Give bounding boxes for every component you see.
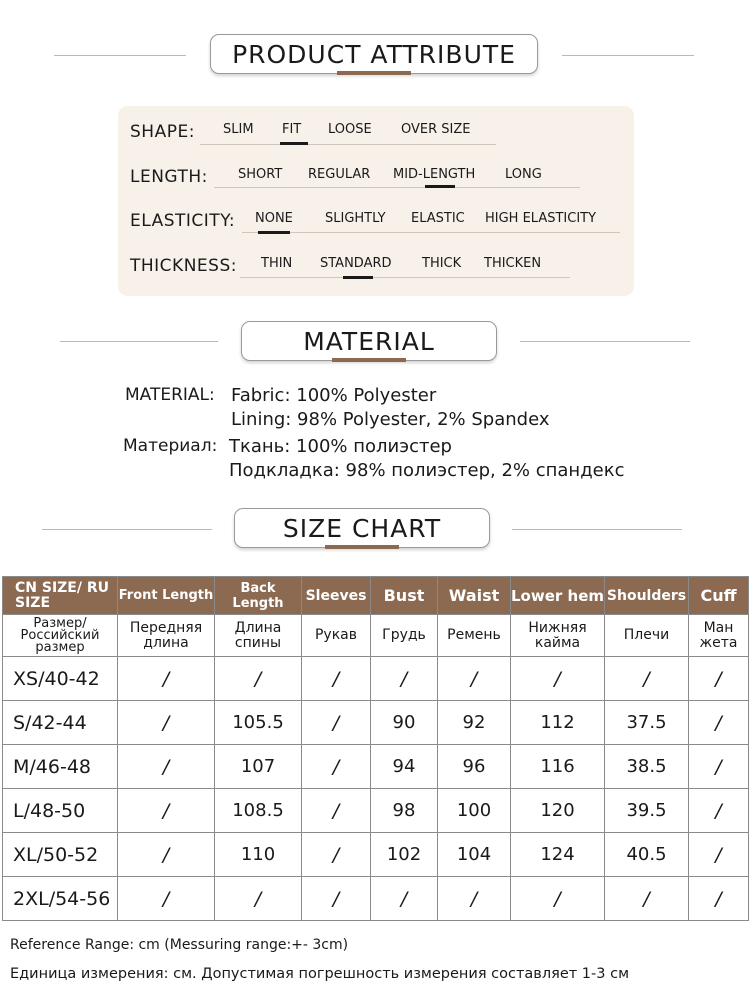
material-fabric-ru: Ткань: 100% полиэстер bbox=[229, 436, 452, 457]
measurement-cell: / bbox=[689, 877, 749, 921]
attribute-line bbox=[214, 187, 580, 188]
attribute-option: SLIGHTLY bbox=[325, 211, 386, 226]
measurement-cell: 39.5 bbox=[605, 789, 689, 833]
measurement-cell: / bbox=[689, 701, 749, 745]
attribute-row-elasticity bbox=[118, 209, 634, 239]
table-row bbox=[3, 789, 749, 833]
measurement-cell: / bbox=[302, 701, 371, 745]
measurement-cell: / bbox=[605, 877, 689, 921]
header-cell-ru: Нижняя кайма bbox=[511, 615, 605, 657]
measurement-cell: / bbox=[511, 657, 605, 701]
section-title-text: MATERIAL bbox=[303, 326, 435, 356]
header-cell-ru: Рукав bbox=[302, 615, 371, 657]
header-cell-ru: Грудь bbox=[371, 615, 438, 657]
selected-marker bbox=[425, 185, 455, 188]
table-row bbox=[3, 877, 749, 921]
measurement-cell: 38.5 bbox=[605, 745, 689, 789]
measurement-cell: 120 bbox=[511, 789, 605, 833]
selected-marker bbox=[280, 142, 308, 145]
size-cell: 2XL/54-56 bbox=[3, 877, 118, 921]
measurement-cell: 107 bbox=[215, 745, 302, 789]
attribute-label: ELASTICITY: bbox=[130, 211, 236, 231]
section-title-text: PRODUCT ATTRIBUTE bbox=[232, 39, 516, 69]
measurement-cell: 94 bbox=[371, 745, 438, 789]
attribute-panel bbox=[118, 106, 634, 296]
measurement-cell: / bbox=[118, 833, 215, 877]
attribute-option: THICKEN bbox=[484, 256, 542, 271]
header-cell-ru: Ремень bbox=[438, 615, 511, 657]
attribute-option: ELASTIC bbox=[411, 211, 465, 226]
measurement-cell: / bbox=[605, 657, 689, 701]
header-cell: Cuff bbox=[689, 577, 749, 615]
attribute-option: LOOSE bbox=[328, 122, 372, 137]
header-cell-ru: Размер/ Российский размер bbox=[3, 615, 118, 657]
attribute-option: OVER SIZE bbox=[401, 122, 471, 137]
section-title-product-attribute bbox=[210, 34, 538, 74]
measurement-cell: / bbox=[118, 877, 215, 921]
measurement-cell: 102 bbox=[371, 833, 438, 877]
measurement-cell: 98 bbox=[371, 789, 438, 833]
size-cell: L/48-50 bbox=[3, 789, 118, 833]
measurement-cell: 37.5 bbox=[605, 701, 689, 745]
measurement-cell: / bbox=[118, 789, 215, 833]
table-header-row-ru bbox=[3, 615, 749, 657]
attribute-option-selected: FIT bbox=[282, 122, 302, 137]
measurement-cell: 116 bbox=[511, 745, 605, 789]
table-row bbox=[3, 657, 749, 701]
reference-note-ru: Единица измерения: см. Допустимая погрешность измерения составляет 1-3 см bbox=[10, 966, 630, 982]
attribute-label: LENGTH: bbox=[130, 167, 208, 187]
header-cell-ru: Передняя длина bbox=[118, 615, 215, 657]
measurement-cell: 110 bbox=[215, 833, 302, 877]
material-fabric-en: Fabric: 100% Polyester bbox=[231, 385, 437, 406]
measurement-cell: / bbox=[118, 657, 215, 701]
section-title-size-chart bbox=[234, 508, 490, 548]
measurement-cell: 100 bbox=[438, 789, 511, 833]
header-cell-ru: Ман жета bbox=[689, 615, 749, 657]
measurement-cell: / bbox=[118, 701, 215, 745]
measurement-cell: / bbox=[689, 745, 749, 789]
measurement-cell: / bbox=[302, 789, 371, 833]
measurement-cell: / bbox=[302, 745, 371, 789]
measurement-cell: 124 bbox=[511, 833, 605, 877]
divider-left bbox=[60, 341, 218, 342]
size-cell: M/46-48 bbox=[3, 745, 118, 789]
attribute-label: SHAPE: bbox=[130, 122, 195, 142]
title-underline-accent bbox=[332, 358, 406, 362]
material-lining-en: Lining: 98% Polyester, 2% Spandex bbox=[231, 409, 550, 430]
measurement-cell: 92 bbox=[438, 701, 511, 745]
divider-left bbox=[42, 529, 212, 530]
attribute-option: LONG bbox=[505, 167, 542, 182]
measurement-cell: 105.5 bbox=[215, 701, 302, 745]
reference-note-en: Reference Range: cm (Messuring range:+- 3cm) bbox=[10, 937, 349, 953]
attribute-row-length bbox=[118, 165, 634, 195]
measurement-cell: / bbox=[118, 745, 215, 789]
table-row bbox=[3, 745, 749, 789]
header-cell-ru: Длина спины bbox=[215, 615, 302, 657]
selected-marker bbox=[258, 231, 290, 234]
measurement-cell: / bbox=[689, 789, 749, 833]
attribute-option-selected: MID-LENGTH bbox=[393, 167, 476, 182]
attribute-option: HIGH ELASTICITY bbox=[485, 211, 597, 226]
header-cell: Sleeves bbox=[302, 577, 371, 615]
size-cell: S/42-44 bbox=[3, 701, 118, 745]
attribute-option: SHORT bbox=[238, 167, 283, 182]
title-underline-accent bbox=[337, 71, 411, 75]
attribute-option: THIN bbox=[261, 256, 293, 271]
header-cell: CN SIZE/ RU SIZE bbox=[3, 577, 118, 615]
material-label-ru: Материал: bbox=[123, 436, 218, 456]
material-lining-ru: Подкладка: 98% полиэстер, 2% спандекс bbox=[229, 460, 625, 481]
attribute-option: THICK bbox=[422, 256, 462, 271]
measurement-cell: / bbox=[689, 657, 749, 701]
measurement-cell: / bbox=[689, 833, 749, 877]
measurement-cell: / bbox=[302, 877, 371, 921]
measurement-cell: / bbox=[215, 877, 302, 921]
material-label-en: MATERIAL: bbox=[125, 385, 215, 405]
measurement-cell: / bbox=[438, 657, 511, 701]
section-title-text: SIZE CHART bbox=[282, 513, 442, 543]
table-row bbox=[3, 833, 749, 877]
header-cell: Front Length bbox=[118, 577, 215, 615]
divider-left bbox=[54, 55, 186, 56]
attribute-option: REGULAR bbox=[308, 167, 371, 182]
attribute-line bbox=[200, 144, 496, 145]
measurement-cell: / bbox=[511, 877, 605, 921]
attribute-row-thickness bbox=[118, 254, 634, 284]
attribute-line bbox=[240, 277, 570, 278]
header-cell: Waist bbox=[438, 577, 511, 615]
table-row bbox=[3, 701, 749, 745]
measurement-cell: 90 bbox=[371, 701, 438, 745]
header-cell-ru: Плечи bbox=[605, 615, 689, 657]
attribute-line bbox=[242, 232, 620, 233]
measurement-cell: 108.5 bbox=[215, 789, 302, 833]
measurement-cell: / bbox=[215, 657, 302, 701]
measurement-cell: 104 bbox=[438, 833, 511, 877]
attribute-option-selected: NONE bbox=[255, 211, 293, 226]
title-underline-accent bbox=[325, 545, 399, 549]
measurement-cell: / bbox=[438, 877, 511, 921]
measurement-cell: / bbox=[302, 833, 371, 877]
divider-right bbox=[520, 341, 690, 342]
size-table bbox=[2, 576, 749, 921]
attribute-label: THICKNESS: bbox=[130, 256, 237, 276]
attribute-row-shape bbox=[118, 120, 634, 150]
header-cell: Bust bbox=[371, 577, 438, 615]
divider-right bbox=[512, 529, 682, 530]
header-cell: Lower hem bbox=[511, 577, 605, 615]
measurement-cell: / bbox=[371, 657, 438, 701]
table-header-row bbox=[3, 577, 749, 615]
measurement-cell: / bbox=[371, 877, 438, 921]
measurement-cell: / bbox=[302, 657, 371, 701]
measurement-cell: 112 bbox=[511, 701, 605, 745]
attribute-option-selected: STANDARD bbox=[320, 256, 392, 271]
size-cell: XS/40-42 bbox=[3, 657, 118, 701]
header-cell: Back Length bbox=[215, 577, 302, 615]
section-title-material bbox=[241, 321, 497, 361]
divider-right bbox=[562, 55, 694, 56]
measurement-cell: 96 bbox=[438, 745, 511, 789]
attribute-option: SLIM bbox=[223, 122, 254, 137]
measurement-cell: 40.5 bbox=[605, 833, 689, 877]
selected-marker bbox=[343, 276, 373, 279]
header-cell: Shoulders bbox=[605, 577, 689, 615]
size-cell: XL/50-52 bbox=[3, 833, 118, 877]
